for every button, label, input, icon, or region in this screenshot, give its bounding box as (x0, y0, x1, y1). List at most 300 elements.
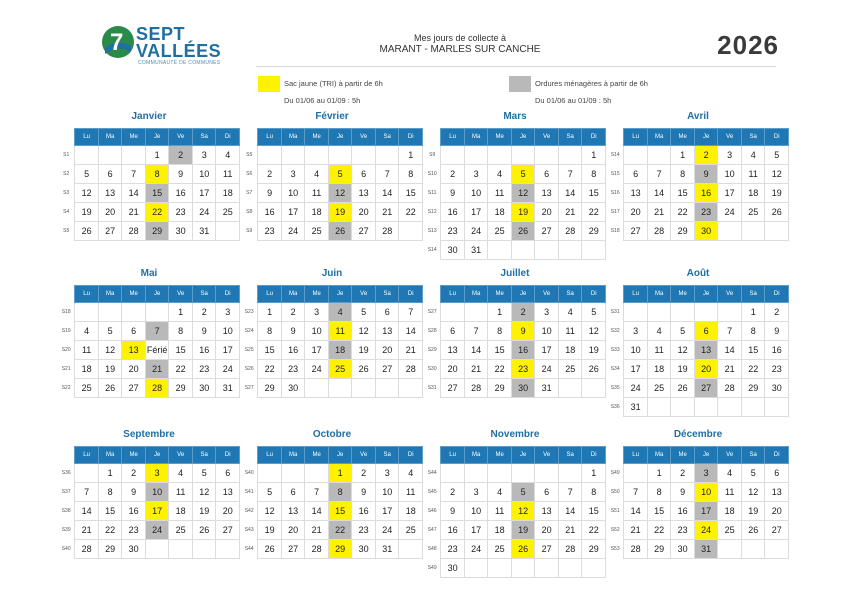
day-cell: 16 (441, 521, 465, 540)
day-cell: 5 (741, 464, 765, 483)
day-cell: 25 (488, 540, 512, 559)
day-cell: 15 (671, 184, 695, 203)
day-cell: 18 (718, 502, 742, 521)
day-cell: 8 (582, 483, 606, 502)
weekday-header: Di (399, 129, 423, 146)
weekday-header: Ma (647, 286, 671, 303)
day-cell: 18 (558, 341, 582, 360)
day-cell: 29 (582, 222, 606, 241)
weekday-header: Je (145, 129, 169, 146)
weekday-header: Ve (718, 447, 742, 464)
day-cell: 12 (352, 322, 376, 341)
day-cell: 15 (98, 502, 122, 521)
month-title: Octobre (312, 429, 352, 440)
day-cell-yellow-bag: 25 (328, 360, 352, 379)
empty-cell (488, 464, 512, 483)
month-title: Novembre (490, 429, 540, 440)
week-number: S49 (607, 464, 624, 483)
empty-cell (558, 146, 582, 165)
empty-cell (122, 303, 146, 322)
day-cell: 3 (281, 165, 305, 184)
week-number: S30 (424, 360, 441, 379)
day-cell: 8 (169, 322, 193, 341)
day-cell: 13 (535, 184, 559, 203)
day-cell: 3 (464, 165, 488, 184)
day-cell: 25 (305, 222, 329, 241)
day-cell: 17 (718, 184, 742, 203)
day-cell: 9 (122, 483, 146, 502)
day-cell-yellow-bag: 13 (122, 341, 146, 360)
week-header (424, 129, 441, 146)
day-cell: 22 (741, 360, 765, 379)
week-number: S33 (607, 341, 624, 360)
day-cell-household-waste: 2 (169, 146, 193, 165)
day-cell: 24 (535, 360, 559, 379)
day-cell: 16 (671, 502, 695, 521)
weekday-header: Me (122, 447, 146, 464)
day-cell: 3 (464, 483, 488, 502)
day-cell-household-waste: 22 (328, 521, 352, 540)
gray-swatch (509, 76, 531, 92)
day-cell: 15 (258, 341, 282, 360)
day-cell: 5 (98, 322, 122, 341)
day-cell: 22 (671, 203, 695, 222)
month-title: Septembre (123, 429, 175, 440)
day-cell: 27 (624, 222, 648, 241)
day-cell-yellow-bag: 15 (328, 502, 352, 521)
week-number: S40 (58, 540, 75, 559)
empty-cell (98, 303, 122, 322)
month-table (58, 285, 240, 398)
day-cell: 19 (671, 360, 695, 379)
week-number: S38 (58, 502, 75, 521)
week-number: S9 (424, 146, 441, 165)
day-cell: 4 (741, 146, 765, 165)
empty-cell (511, 559, 535, 578)
empty-cell (98, 146, 122, 165)
weekday-header: Me (671, 129, 695, 146)
day-cell: 21 (464, 360, 488, 379)
week-header (241, 286, 258, 303)
day-cell: 31 (375, 540, 399, 559)
day-cell: 1 (98, 464, 122, 483)
month-11 (607, 428, 789, 559)
day-cell: 12 (258, 502, 282, 521)
day-cell: 28 (718, 379, 742, 398)
day-cell: 22 (258, 360, 282, 379)
week-header (241, 129, 258, 146)
day-cell: 24 (281, 222, 305, 241)
day-cell-household-waste: 24 (145, 521, 169, 540)
week-header (607, 286, 624, 303)
day-cell: 10 (281, 184, 305, 203)
week-number: S44 (424, 464, 441, 483)
weekday-header: Lu (258, 447, 282, 464)
week-number: S48 (424, 540, 441, 559)
day-cell: 9 (441, 184, 465, 203)
day-cell: 21 (399, 341, 423, 360)
empty-cell (741, 222, 765, 241)
week-number: S36 (58, 464, 75, 483)
week-number: S15 (607, 165, 624, 184)
weekday-header: Je (694, 286, 718, 303)
day-cell-household-waste: 12 (511, 184, 535, 203)
day-cell: 22 (169, 360, 193, 379)
day-cell: 28 (122, 222, 146, 241)
day-cell: 4 (169, 464, 193, 483)
week-number: S2 (58, 165, 75, 184)
day-cell: 27 (216, 521, 240, 540)
day-cell-yellow-bag: 19 (511, 203, 535, 222)
weekday-header: Ma (98, 447, 122, 464)
week-number: S41 (241, 483, 258, 502)
day-cell: 7 (718, 322, 742, 341)
day-cell: 10 (305, 322, 329, 341)
day-cell: 14 (305, 502, 329, 521)
day-cell-household-waste: 31 (694, 540, 718, 559)
day-cell-yellow-bag: 23 (511, 360, 535, 379)
day-cell: 27 (441, 379, 465, 398)
day-cell: 25 (399, 521, 423, 540)
day-cell: 6 (535, 483, 559, 502)
week-number: S44 (241, 540, 258, 559)
month-title: Février (315, 111, 349, 122)
day-cell-household-waste: 13 (694, 341, 718, 360)
day-cell-household-waste: 29 (145, 222, 169, 241)
weekday-header: Me (488, 447, 512, 464)
empty-cell (535, 464, 559, 483)
day-cell: 22 (98, 521, 122, 540)
day-cell: 24 (464, 540, 488, 559)
day-cell: 11 (75, 341, 99, 360)
week-number: S9 (241, 222, 258, 241)
day-cell-household-waste: 7 (145, 322, 169, 341)
weekday-header: Je (694, 447, 718, 464)
weekday-header: Di (216, 447, 240, 464)
day-cell: 16 (441, 203, 465, 222)
holiday-cell: Férié (145, 341, 169, 360)
day-cell: 17 (464, 521, 488, 540)
empty-cell (741, 398, 765, 417)
day-cell: 20 (98, 203, 122, 222)
day-cell: 8 (98, 483, 122, 502)
day-cell: 28 (75, 540, 99, 559)
day-cell-household-waste: 26 (328, 222, 352, 241)
day-cell-yellow-bag: 6 (694, 322, 718, 341)
day-cell-yellow-bag: 19 (328, 203, 352, 222)
weekday-header: Ve (169, 286, 193, 303)
day-cell: 5 (765, 146, 789, 165)
day-cell: 14 (464, 341, 488, 360)
day-cell-yellow-bag: 9 (511, 322, 535, 341)
weekday-header: Di (765, 286, 789, 303)
week-number: S49 (424, 559, 441, 578)
day-cell: 17 (464, 203, 488, 222)
day-cell: 29 (488, 379, 512, 398)
day-cell: 15 (741, 341, 765, 360)
weekday-header: Ma (647, 447, 671, 464)
day-cell: 7 (464, 322, 488, 341)
weekday-header: Di (216, 129, 240, 146)
empty-cell (441, 146, 465, 165)
day-cell: 7 (75, 483, 99, 502)
empty-cell (375, 379, 399, 398)
week-number: S1 (58, 146, 75, 165)
day-cell: 31 (624, 398, 648, 417)
day-cell: 27 (765, 521, 789, 540)
day-cell: 30 (441, 559, 465, 578)
empty-cell (647, 303, 671, 322)
day-cell: 10 (375, 483, 399, 502)
day-cell: 27 (98, 222, 122, 241)
weekday-header: Ve (352, 447, 376, 464)
day-cell: 11 (488, 502, 512, 521)
day-cell: 11 (741, 165, 765, 184)
day-cell: 25 (741, 203, 765, 222)
week-number: S8 (241, 203, 258, 222)
day-cell: 20 (352, 203, 376, 222)
day-cell: 16 (352, 502, 376, 521)
empty-cell (741, 540, 765, 559)
day-cell: 3 (718, 146, 742, 165)
title-line-1: Mes jours de collecte à (413, 33, 507, 43)
week-header (607, 447, 624, 464)
day-cell: 24 (464, 222, 488, 241)
week-number: S46 (424, 502, 441, 521)
day-cell: 22 (399, 203, 423, 222)
day-cell: 20 (765, 502, 789, 521)
weekday-header: Ma (98, 129, 122, 146)
day-cell: 2 (258, 165, 282, 184)
day-cell: 19 (352, 341, 376, 360)
day-cell: 7 (375, 165, 399, 184)
day-cell: 15 (488, 341, 512, 360)
day-cell: 4 (558, 303, 582, 322)
month-table (241, 285, 423, 398)
day-cell: 23 (441, 222, 465, 241)
empty-cell (582, 379, 606, 398)
day-cell: 31 (216, 379, 240, 398)
day-cell: 2 (122, 464, 146, 483)
logo-mark-icon (100, 24, 136, 60)
weekday-header: Lu (624, 129, 648, 146)
day-cell: 26 (98, 379, 122, 398)
week-number: S5 (58, 222, 75, 241)
day-cell-household-waste: 16 (511, 341, 535, 360)
day-cell: 10 (216, 322, 240, 341)
weekday-header: Ma (281, 129, 305, 146)
weekday-header: Ve (169, 447, 193, 464)
month-8 (58, 428, 240, 559)
day-cell: 21 (558, 521, 582, 540)
day-cell: 26 (75, 222, 99, 241)
weekday-header: Lu (258, 129, 282, 146)
day-cell: 4 (75, 322, 99, 341)
day-cell: 20 (375, 341, 399, 360)
day-cell: 30 (122, 540, 146, 559)
week-header (241, 447, 258, 464)
empty-cell (464, 559, 488, 578)
weekday-header: Lu (441, 129, 465, 146)
svg-text:7: 7 (110, 29, 124, 56)
day-cell-yellow-bag: 17 (145, 502, 169, 521)
day-cell: 25 (558, 360, 582, 379)
day-cell: 21 (558, 203, 582, 222)
weekday-header: Me (122, 286, 146, 303)
weekday-header: Sa (375, 129, 399, 146)
weekday-header: Sa (558, 447, 582, 464)
day-cell: 23 (192, 360, 216, 379)
day-cell: 8 (399, 165, 423, 184)
day-cell: 22 (582, 203, 606, 222)
day-cell: 20 (122, 360, 146, 379)
day-cell: 6 (765, 464, 789, 483)
day-cell-household-waste: 2 (511, 303, 535, 322)
day-cell: 6 (352, 165, 376, 184)
empty-cell (765, 398, 789, 417)
month-title: Mai (140, 268, 158, 279)
weekday-header: Sa (192, 286, 216, 303)
day-cell: 19 (258, 521, 282, 540)
weekday-header: Ve (718, 286, 742, 303)
day-cell: 19 (765, 184, 789, 203)
weekday-header: Lu (75, 447, 99, 464)
month-title: Décembre (673, 429, 723, 440)
empty-cell (441, 303, 465, 322)
day-cell: 21 (375, 203, 399, 222)
day-cell: 9 (169, 165, 193, 184)
day-cell: 28 (399, 360, 423, 379)
day-cell: 20 (624, 203, 648, 222)
day-cell: 6 (122, 322, 146, 341)
empty-cell (464, 464, 488, 483)
day-cell: 12 (741, 483, 765, 502)
weekday-header: Lu (624, 286, 648, 303)
day-cell: 20 (216, 502, 240, 521)
week-number: S53 (607, 540, 624, 559)
week-number: S14 (607, 146, 624, 165)
month-title: Avril (687, 111, 709, 122)
day-cell: 9 (765, 322, 789, 341)
day-cell: 17 (305, 341, 329, 360)
day-cell: 11 (488, 184, 512, 203)
week-number: S26 (241, 360, 258, 379)
day-cell-yellow-bag: 22 (145, 203, 169, 222)
day-cell: 19 (98, 360, 122, 379)
week-header (58, 447, 75, 464)
day-cell: 16 (258, 203, 282, 222)
empty-cell (558, 559, 582, 578)
empty-cell (145, 303, 169, 322)
month-0 (58, 110, 240, 241)
day-cell: 23 (169, 203, 193, 222)
empty-cell (718, 303, 742, 322)
day-cell: 3 (216, 303, 240, 322)
legend-gray-sub: Du 01/06 au 01/09 : 5h (535, 96, 612, 105)
week-number: S6 (241, 165, 258, 184)
day-cell: 2 (192, 303, 216, 322)
day-cell: 1 (647, 464, 671, 483)
day-cell-yellow-bag: 3 (145, 464, 169, 483)
day-cell: 14 (558, 502, 582, 521)
day-cell: 20 (281, 521, 305, 540)
day-cell-yellow-bag: 20 (694, 360, 718, 379)
empty-cell (511, 146, 535, 165)
day-cell: 21 (647, 203, 671, 222)
empty-cell (558, 241, 582, 260)
day-cell-household-waste: 4 (328, 303, 352, 322)
empty-cell (216, 540, 240, 559)
day-cell: 7 (122, 165, 146, 184)
day-cell: 6 (441, 322, 465, 341)
month-table (424, 446, 606, 578)
empty-cell (765, 222, 789, 241)
weekday-header: Me (305, 286, 329, 303)
weekday-header: Je (511, 447, 535, 464)
day-cell: 23 (765, 360, 789, 379)
day-cell: 8 (488, 322, 512, 341)
day-cell: 20 (441, 360, 465, 379)
day-cell: 2 (352, 464, 376, 483)
empty-cell (75, 303, 99, 322)
day-cell: 5 (258, 483, 282, 502)
day-cell: 24 (216, 360, 240, 379)
day-cell: 18 (647, 360, 671, 379)
month-3 (607, 110, 789, 241)
week-number: S50 (607, 483, 624, 502)
week-number: S43 (241, 521, 258, 540)
day-cell: 24 (624, 379, 648, 398)
day-cell-household-waste: 26 (511, 222, 535, 241)
day-cell: 9 (258, 184, 282, 203)
empty-cell (624, 464, 648, 483)
day-cell: 28 (558, 222, 582, 241)
week-number: S45 (424, 483, 441, 502)
week-number: S18 (607, 222, 624, 241)
weekday-header: Sa (192, 129, 216, 146)
day-cell: 18 (216, 184, 240, 203)
day-cell: 18 (169, 502, 193, 521)
day-cell: 13 (98, 184, 122, 203)
day-cell: 2 (441, 483, 465, 502)
day-cell: 13 (441, 341, 465, 360)
day-cell: 18 (488, 203, 512, 222)
empty-cell (558, 464, 582, 483)
day-cell: 29 (169, 379, 193, 398)
day-cell: 9 (192, 322, 216, 341)
empty-cell (464, 303, 488, 322)
day-cell: 10 (464, 184, 488, 203)
day-cell-yellow-bag: 2 (694, 146, 718, 165)
week-number: S23 (241, 303, 258, 322)
day-cell: 26 (765, 203, 789, 222)
day-cell: 18 (741, 184, 765, 203)
weekday-header: Lu (258, 286, 282, 303)
day-cell: 30 (765, 379, 789, 398)
week-number: S31 (607, 303, 624, 322)
day-cell: 30 (281, 379, 305, 398)
weekday-header: Sa (375, 447, 399, 464)
weekday-header: Je (328, 129, 352, 146)
day-cell: 2 (671, 464, 695, 483)
weekday-header: Lu (441, 286, 465, 303)
day-cell: 7 (558, 483, 582, 502)
day-cell: 9 (671, 483, 695, 502)
day-cell: 16 (122, 502, 146, 521)
weekday-header: Je (145, 447, 169, 464)
day-cell: 4 (399, 464, 423, 483)
weekday-header: Me (671, 286, 695, 303)
